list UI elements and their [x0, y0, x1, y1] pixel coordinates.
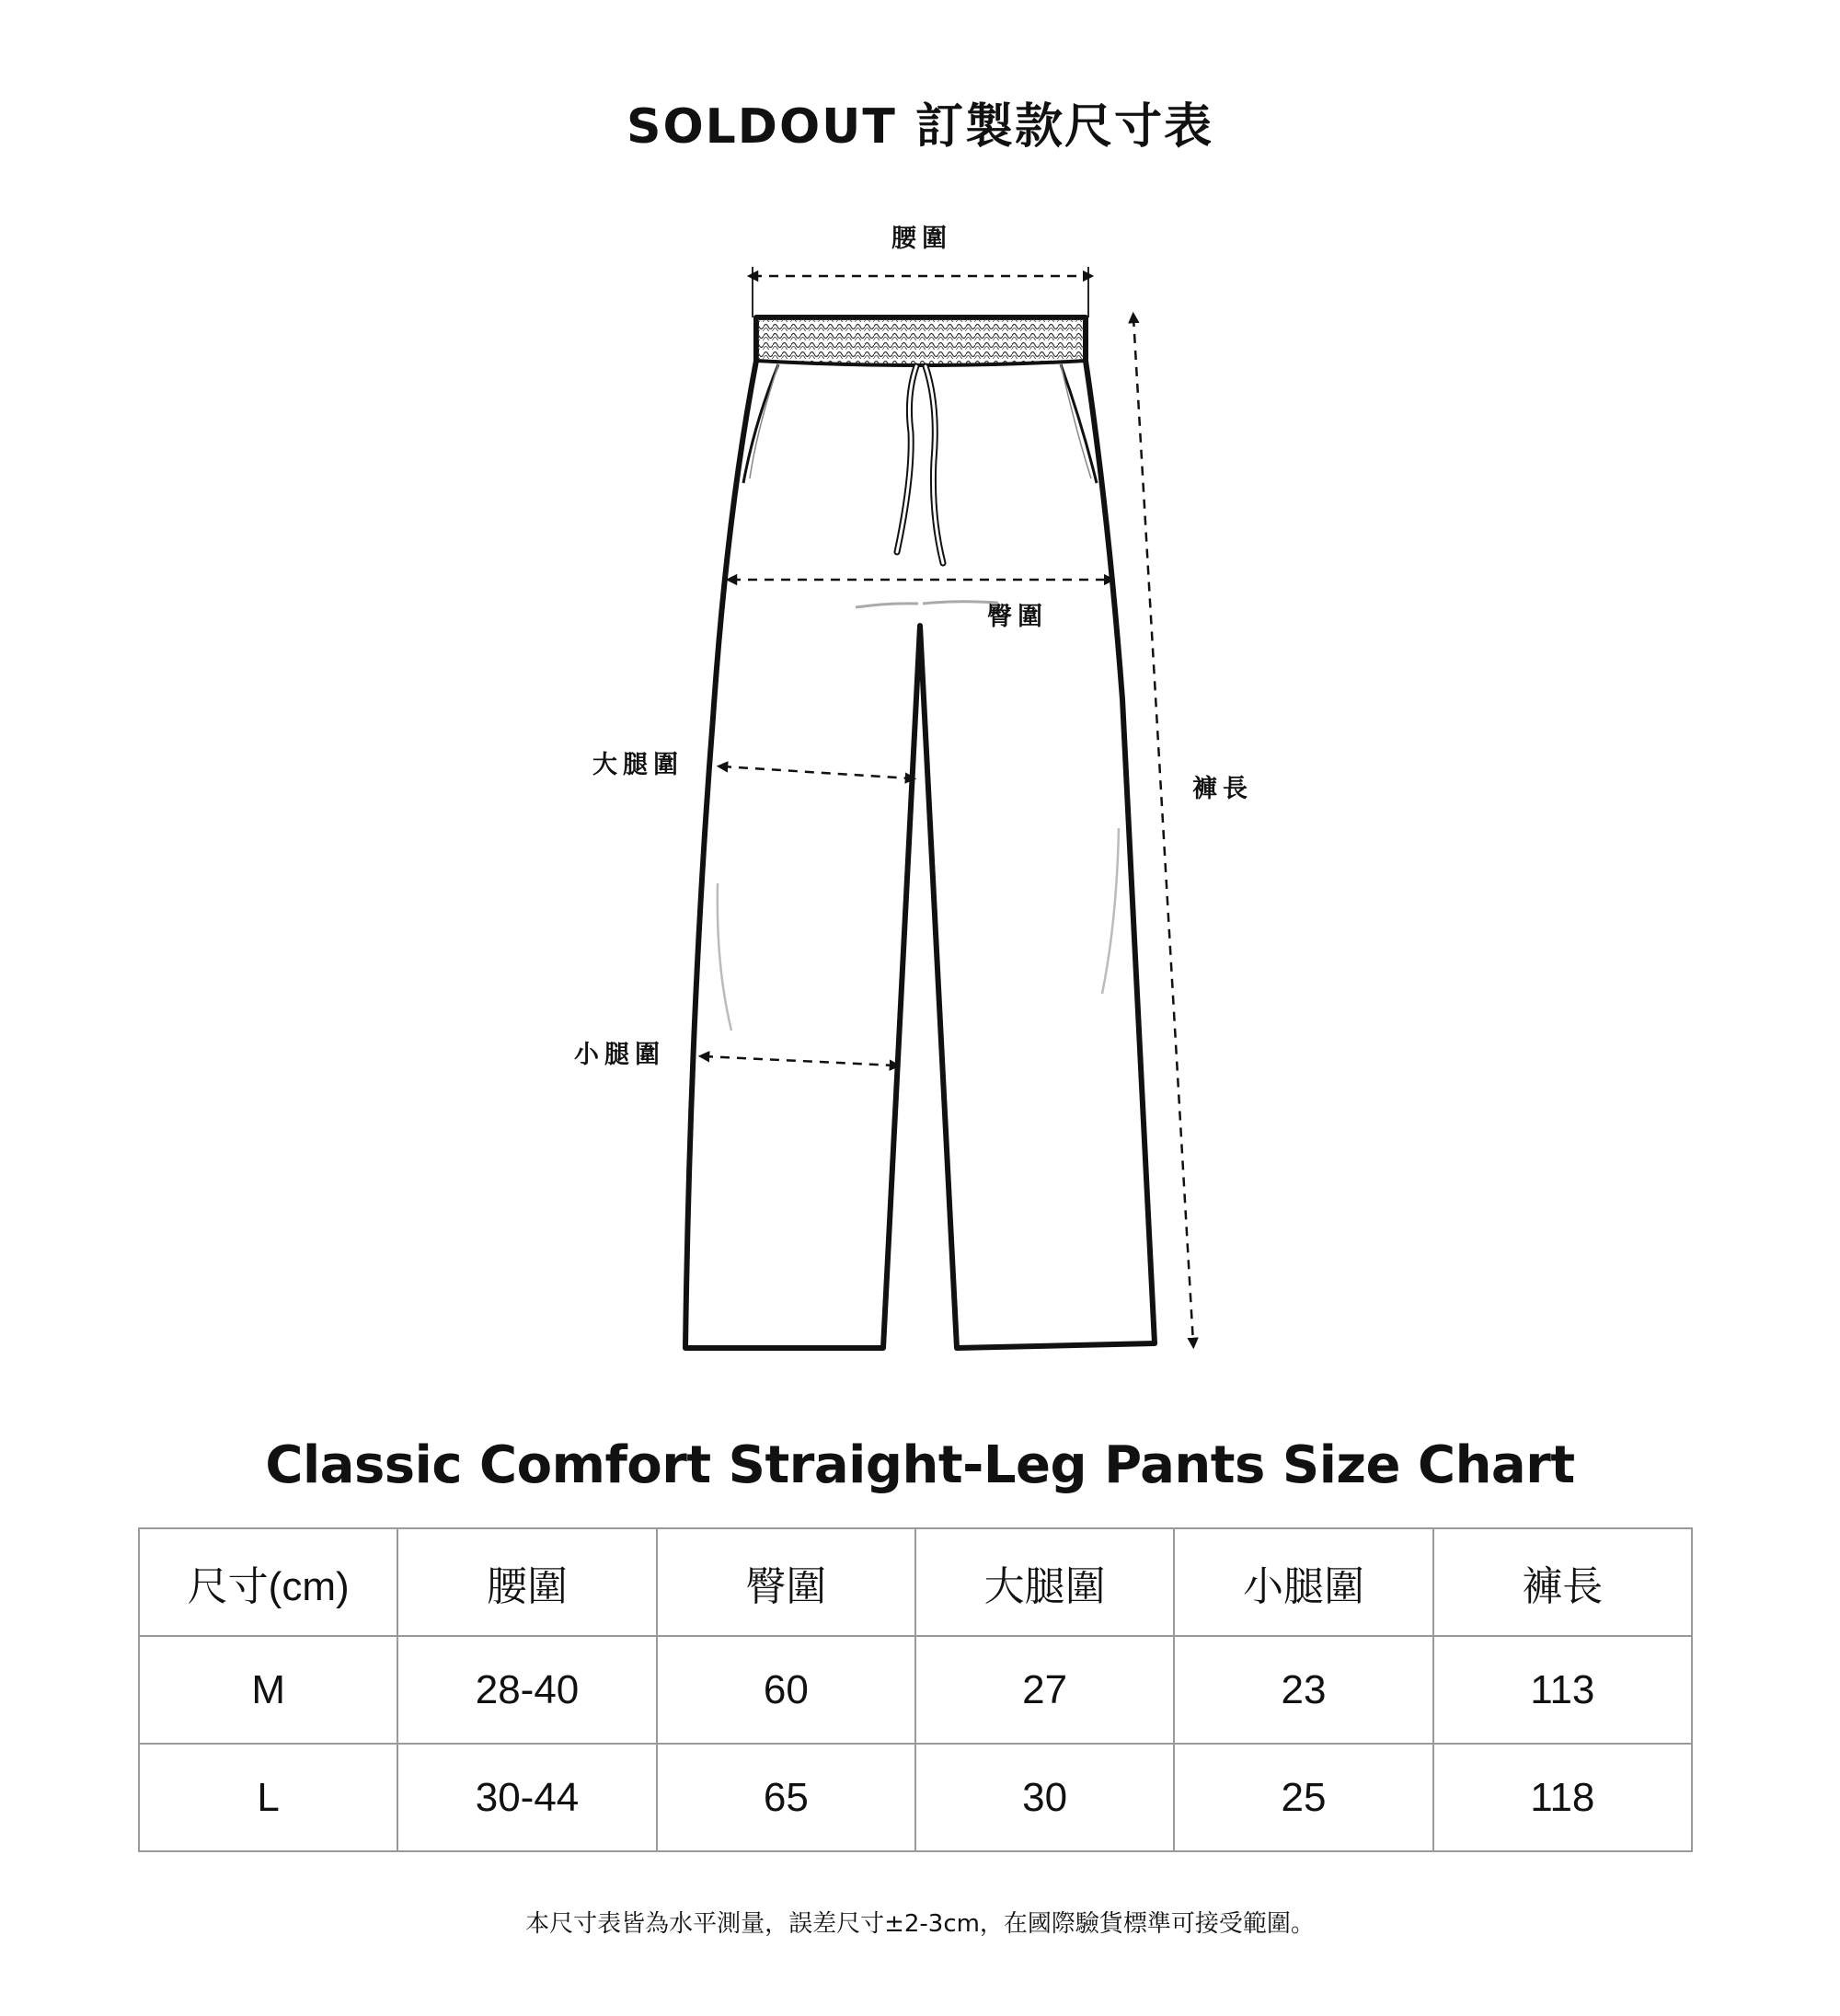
- table-cell: 25: [1174, 1744, 1432, 1851]
- table-header-cell: 尺寸(cm): [139, 1528, 397, 1636]
- table-cell: 30-44: [397, 1744, 656, 1851]
- table-cell: 28-40: [397, 1636, 656, 1744]
- table-cell: 27: [915, 1636, 1174, 1744]
- table-cell: 60: [657, 1636, 915, 1744]
- table-header-cell: 臀圍: [657, 1528, 915, 1636]
- table-cell: L: [139, 1744, 397, 1851]
- table-header-cell: 小腿圍: [1174, 1528, 1432, 1636]
- table-cell: M: [139, 1636, 397, 1744]
- hip-label: 臀圍: [987, 603, 1048, 631]
- waist-label: 腰圍: [891, 225, 952, 253]
- measurement-note: 本尺寸表皆為水平測量，誤差尺寸±2-3cm，在國際驗貨標準可接受範圍。: [525, 1910, 1315, 1938]
- waistband: [756, 317, 1086, 365]
- pants-body-shape: [685, 317, 1155, 1348]
- chart-title: Classic Comfort Straight-Leg Pants Size Chart: [265, 1435, 1575, 1495]
- length-label: 褲長: [1192, 775, 1253, 803]
- table-header-cell: 大腿圍: [915, 1528, 1174, 1636]
- table-cell: 30: [915, 1744, 1174, 1851]
- table-row: [139, 1744, 1692, 1851]
- page-title: SOLDOUT 訂製款尺寸表: [627, 99, 1213, 155]
- table-cell: 118: [1433, 1744, 1692, 1851]
- table-cell: 113: [1433, 1636, 1692, 1744]
- pants-outline: [685, 317, 1155, 1348]
- table-row: [139, 1636, 1692, 1744]
- size-table: [138, 1527, 1693, 1852]
- table-cell: 23: [1174, 1636, 1432, 1744]
- thigh-label: 大腿圍: [592, 751, 684, 779]
- table-header-cell: 腰圍: [397, 1528, 656, 1636]
- table-header-row: [139, 1528, 1692, 1636]
- table-cell: 65: [657, 1744, 915, 1851]
- calf-label: 小腿圍: [574, 1041, 665, 1069]
- table-header-cell: 褲長: [1433, 1528, 1692, 1636]
